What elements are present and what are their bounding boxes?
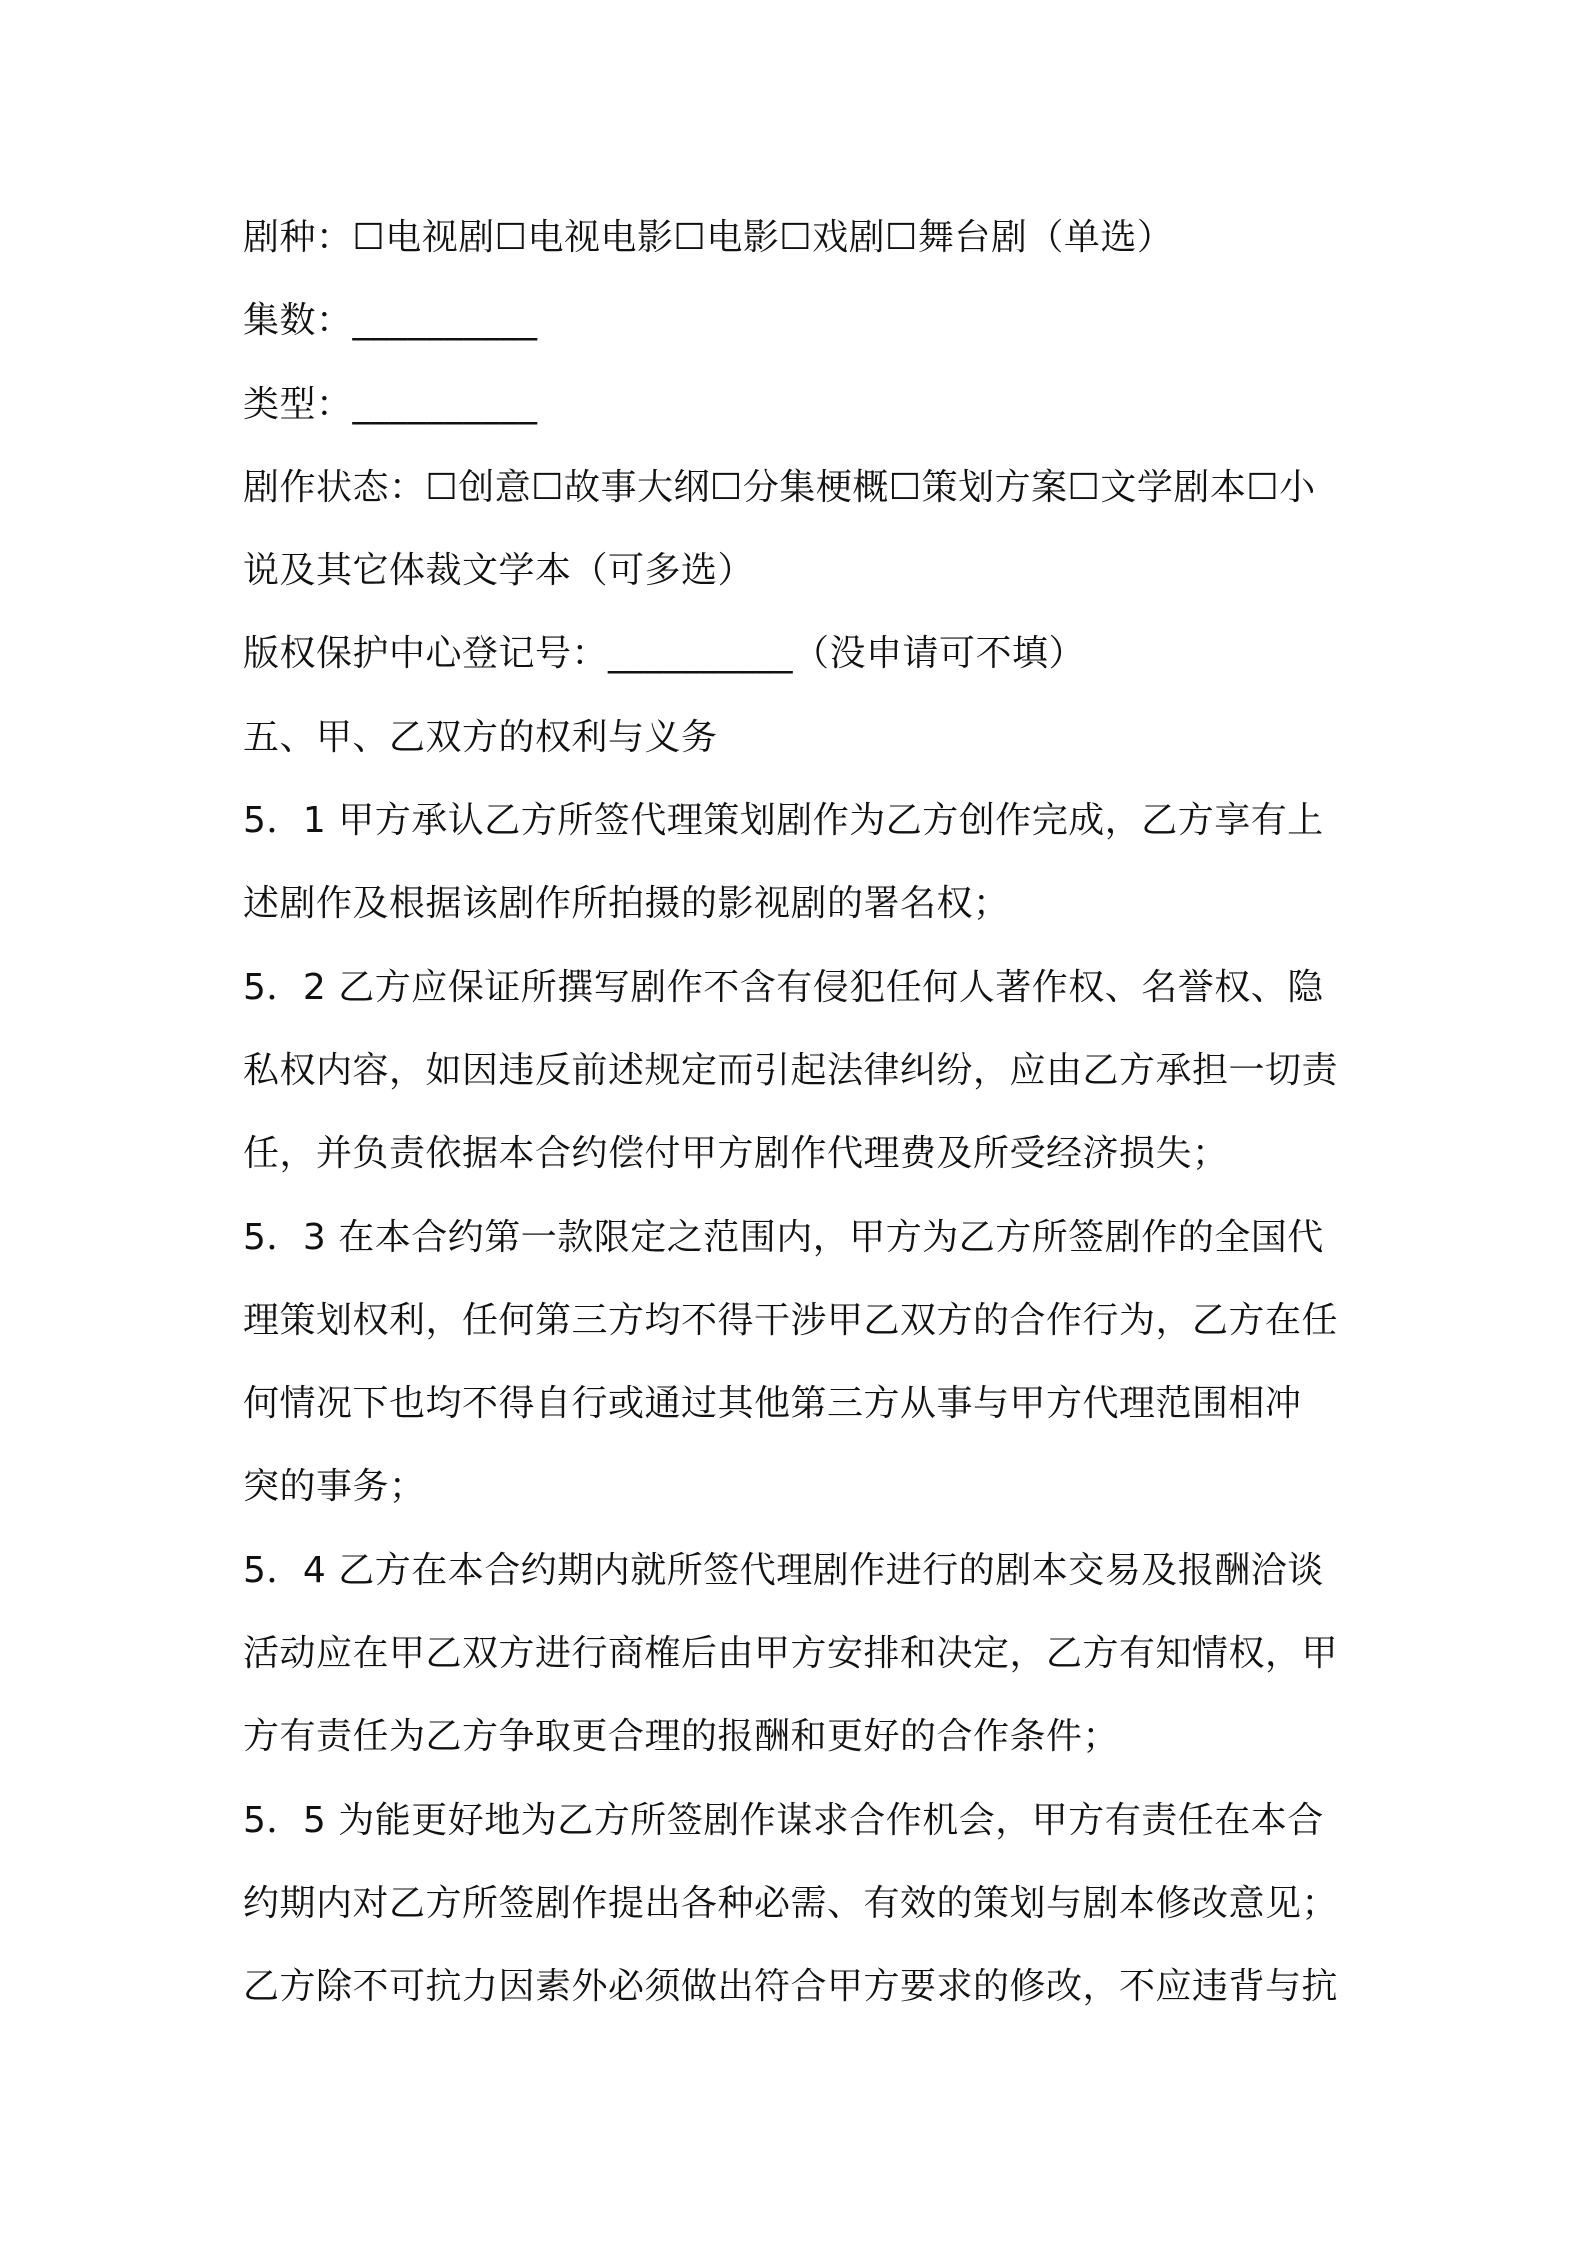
clause-5-3-cont: 理策划权利，任何第三方均不得干涉甲乙双方的合作行为，乙方在任 [243, 1299, 1339, 1341]
clause-5-2: 5．2 乙方应保证所撰写剧作不含有侵犯任何人著作权、名誉权、隐 [243, 966, 1324, 1008]
clause-5-2-cont: 任，并负责依据本合约偿付甲方剧作代理费及所受经济损失； [243, 1133, 1229, 1175]
clause-5-1-cont: 述剧作及根据该剧作所拍摄的影视剧的署名权； [243, 883, 1010, 925]
clause-5-3-cont: 突的事务； [243, 1466, 426, 1508]
clause-5-5-cont: 约期内对乙方所签剧作提出各种必需、有效的策划与剧本修改意见； [243, 1882, 1339, 1924]
clause-5-2-cont: 私权内容，如因违反前述规定而引起法律纠纷，应由乙方承担一切责 [243, 1049, 1339, 1091]
clause-5-4-cont: 活动应在甲乙双方进行商榷后由甲方安排和决定，乙方有知情权，甲 [243, 1633, 1339, 1675]
clause-5-3-cont: 何情况下也均不得自行或通过其他第三方从事与甲方代理范围相冲 [243, 1383, 1302, 1425]
script-status-line: 剧作状态：☐创意☐故事大纲☐分集梗概☐策划方案☐文学剧本☐小 [243, 466, 1316, 508]
clause-5-4: 5．4 乙方在本合约期内就所签代理剧作进行的剧本交易及报酬洽谈 [243, 1549, 1324, 1591]
genre-line: 类型：__________ [243, 383, 538, 425]
clause-5-3: 5．3 在本合约第一款限定之范围内，甲方为乙方所签剧作的全国代 [243, 1216, 1324, 1258]
clause-5-4-cont: 方有责任为乙方争取更合理的报酬和更好的合作条件； [243, 1716, 1120, 1758]
episode-count-line: 集数：__________ [243, 300, 538, 342]
document-body [243, 196, 1353, 2029]
script-status-line-cont: 说及其它体裁文学本（可多选） [243, 550, 755, 592]
clause-5-5-cont: 乙方除不可抗力因素外必须做出符合甲方要求的修改，不应违背与抗 [243, 1966, 1339, 2008]
section-heading: 五、甲、乙双方的权利与义务 [243, 716, 718, 758]
drama-type-line: 剧种：☐电视剧☐电视电影☐电影☐戏剧☐舞台剧（单选） [243, 217, 1174, 258]
clause-5-5: 5．5 为能更好地为乙方所签剧作谋求合作机会，甲方有责任在本合 [243, 1799, 1324, 1841]
clause-5-1: 5．1 甲方承认乙方所签代理策划剧作为乙方创作完成，乙方享有上 [243, 800, 1324, 842]
copyright-registration-line: 版权保护中心登记号：__________（没申请可不填） [243, 633, 1086, 675]
